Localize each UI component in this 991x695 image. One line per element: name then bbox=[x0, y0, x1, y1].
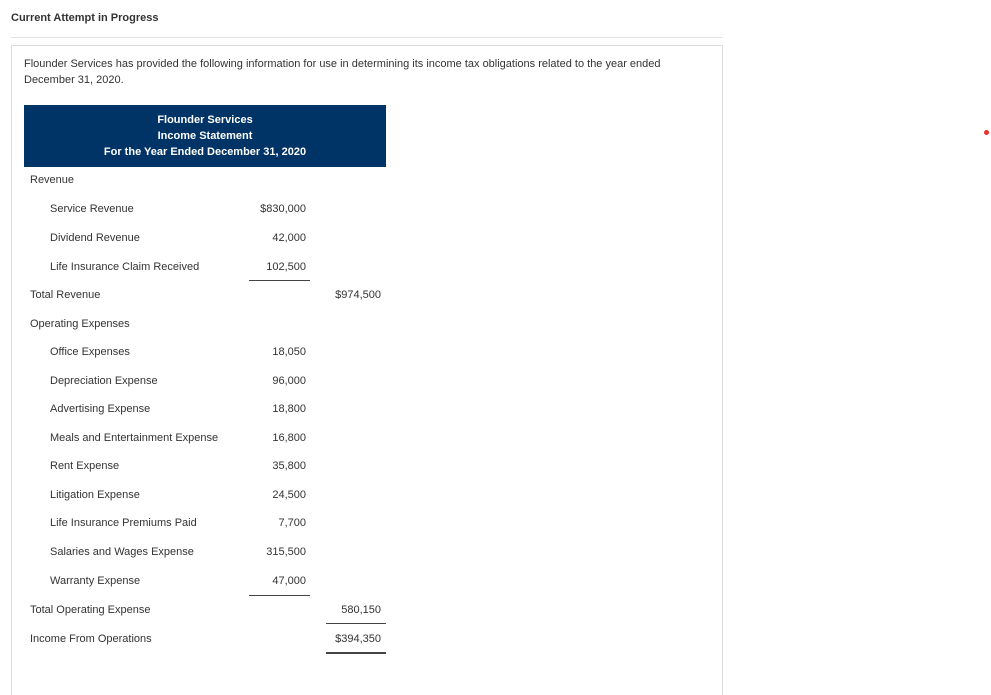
total-underline bbox=[326, 623, 386, 624]
problem-intro: Flounder Services has provided the following information for use in determining its income tax obligations related to the year ended December 31, 2020. bbox=[24, 58, 661, 86]
revenue-item-amount: 42,000 bbox=[272, 232, 306, 244]
income-from-operations-amount: $394,350 bbox=[335, 633, 381, 645]
revenue-item-label: Service Revenue bbox=[50, 203, 134, 215]
expense-item-label: Office Expenses bbox=[50, 346, 130, 358]
attempt-status-title: Current Attempt in Progress bbox=[11, 12, 159, 24]
expense-item-label: Depreciation Expense bbox=[50, 375, 158, 387]
table-row bbox=[0, 572, 991, 590]
revenue-item-amount: $830,000 bbox=[260, 203, 306, 215]
income-from-operations-label: Income From Operations bbox=[30, 633, 152, 645]
indicator-dot-icon bbox=[984, 130, 989, 135]
revenue-heading: Revenue bbox=[30, 174, 75, 186]
revenue-item-amount: 102,500 bbox=[266, 261, 306, 273]
total-revenue-label: Total Revenue bbox=[30, 289, 101, 301]
expense-item-label: Advertising Expense bbox=[50, 403, 151, 415]
final-total-underline bbox=[326, 652, 386, 654]
total-expenses-row bbox=[0, 601, 991, 619]
expense-item-amount: 18,050 bbox=[272, 346, 306, 358]
expense-item-label: Rent Expense bbox=[50, 460, 120, 472]
table-row bbox=[0, 229, 991, 247]
total-expenses-label: Total Operating Expense bbox=[30, 604, 151, 616]
revenue-heading-row bbox=[0, 171, 991, 189]
table-row bbox=[0, 514, 991, 532]
expense-item-amount: 47,000 bbox=[272, 575, 306, 587]
table-row bbox=[0, 457, 991, 475]
table-row bbox=[0, 400, 991, 418]
table-row bbox=[0, 372, 991, 390]
expense-item-label: Life Insurance Premiums Paid bbox=[50, 517, 197, 529]
expenses-heading-row bbox=[0, 315, 991, 333]
table-row bbox=[0, 343, 991, 361]
expense-item-amount: 16,800 bbox=[272, 432, 306, 444]
table-row bbox=[0, 543, 991, 561]
table-row bbox=[0, 429, 991, 447]
table-row bbox=[0, 258, 991, 276]
total-revenue-row bbox=[0, 286, 991, 304]
statement-name: Income Statement bbox=[157, 130, 253, 142]
expenses-heading: Operating Expenses bbox=[30, 318, 130, 330]
revenue-item-label: Life Insurance Claim Received bbox=[50, 261, 200, 273]
table-row bbox=[0, 200, 991, 218]
expense-item-amount: 24,500 bbox=[272, 489, 306, 501]
revenue-item-label: Dividend Revenue bbox=[50, 232, 140, 244]
income-from-operations-row bbox=[0, 630, 991, 648]
expense-item-label: Warranty Expense bbox=[50, 575, 141, 587]
expense-item-label: Meals and Entertainment Expense bbox=[50, 432, 219, 444]
expense-item-amount: 18,800 bbox=[272, 403, 306, 415]
total-revenue-amount: $974,500 bbox=[335, 289, 381, 301]
expense-item-label: Litigation Expense bbox=[50, 489, 140, 501]
subtotal-underline bbox=[249, 280, 310, 281]
expense-item-amount: 96,000 bbox=[272, 375, 306, 387]
income-statement-header bbox=[24, 105, 386, 167]
title-divider bbox=[11, 37, 723, 38]
subtotal-underline bbox=[249, 595, 310, 596]
expense-item-amount: 7,700 bbox=[278, 517, 306, 529]
company-name: Flounder Services bbox=[157, 114, 253, 126]
total-expenses-amount: 580,150 bbox=[341, 604, 381, 616]
table-row bbox=[0, 486, 991, 504]
expense-item-label: Salaries and Wages Expense bbox=[50, 546, 194, 558]
statement-period: For the Year Ended December 31, 2020 bbox=[103, 146, 307, 158]
expense-item-amount: 315,500 bbox=[266, 546, 306, 558]
expense-item-amount: 35,800 bbox=[272, 460, 306, 472]
